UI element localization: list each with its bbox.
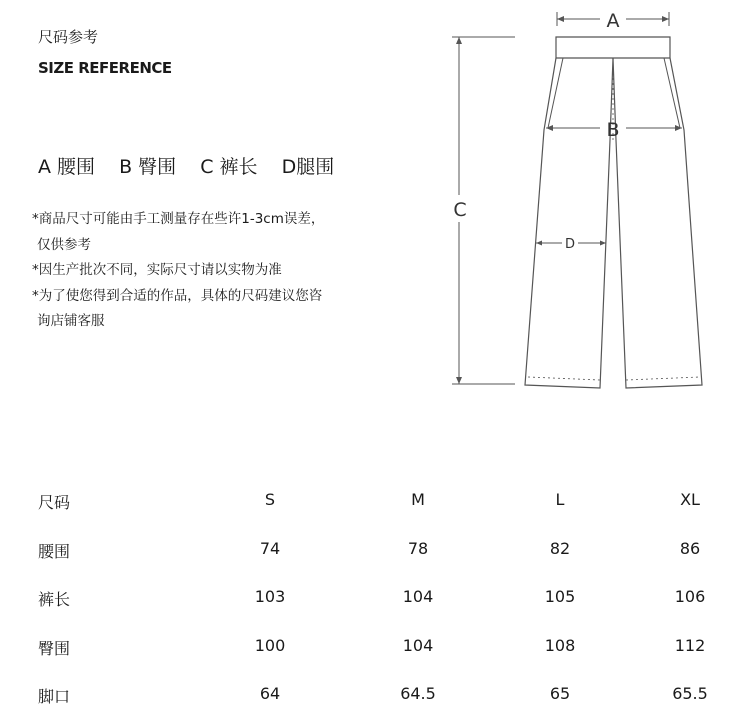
table-cell: 106 — [674, 587, 706, 606]
right-hem — [626, 377, 700, 380]
row-label: 尺码 — [38, 493, 71, 512]
table-row — [0, 531, 750, 580]
table-row — [0, 676, 750, 725]
note-line: 仅供参考 — [37, 236, 91, 253]
table-cell: 64 — [259, 684, 281, 703]
table-cell: 112 — [674, 635, 706, 655]
title-en: SIZE REFERENCE — [38, 59, 172, 77]
table-cell: 108 — [544, 635, 576, 655]
table-row — [0, 628, 750, 677]
label-d: D — [564, 237, 576, 252]
row-label: 腰围 — [38, 541, 71, 561]
left-leg — [525, 58, 613, 388]
table-cell: 86 — [679, 538, 701, 558]
legend-item-c: C 裤长 — [200, 156, 258, 178]
table-cell: 65 — [549, 684, 571, 703]
table-cell: 104 — [402, 635, 434, 655]
note-line: 询店铺客服 — [37, 313, 105, 329]
table-cell: XL — [680, 490, 700, 509]
measurement-legend — [38, 152, 352, 179]
table-cell: 100 — [254, 635, 286, 655]
pants-diagram — [430, 0, 730, 400]
table-cell: M — [411, 490, 425, 509]
legend-item-d: D腿围 — [281, 156, 335, 178]
table-cell: 82 — [549, 538, 571, 558]
row-label: 裤长 — [38, 590, 71, 609]
label-c: C — [453, 199, 467, 221]
table-cell: 78 — [407, 538, 429, 558]
size-table — [0, 482, 750, 725]
table-cell: 65.5 — [672, 684, 708, 703]
table-cell: 103 — [254, 587, 286, 606]
legend-item-b: B 臀围 — [119, 156, 177, 178]
waistband — [556, 37, 670, 58]
right-leg — [613, 58, 702, 388]
title-cn: 尺码参考 — [38, 28, 99, 46]
note-line: *为了使您得到合适的作品，具体的尺码建议您咨 — [32, 287, 323, 304]
note-line: *商品尺寸可能由手工测量存在些许1-3cm误差， — [32, 211, 325, 227]
table-cell: 74 — [259, 538, 281, 558]
table-row — [0, 482, 750, 531]
table-cell: S — [264, 490, 276, 509]
table-row — [0, 579, 750, 628]
left-hem — [528, 377, 600, 380]
label-b: B — [606, 119, 620, 141]
legend-item-a: A 腰围 — [38, 156, 96, 178]
table-cell: 64.5 — [400, 684, 436, 703]
label-a: A — [606, 10, 620, 32]
table-cell: 105 — [544, 587, 576, 606]
row-label: 脚口 — [38, 687, 71, 706]
table-cell: 104 — [402, 587, 434, 606]
note-line: *因生产批次不同，实际尺寸请以实物为准 — [32, 262, 282, 278]
row-label: 臀围 — [38, 638, 71, 658]
notes — [32, 207, 324, 335]
table-cell: L — [555, 490, 565, 509]
